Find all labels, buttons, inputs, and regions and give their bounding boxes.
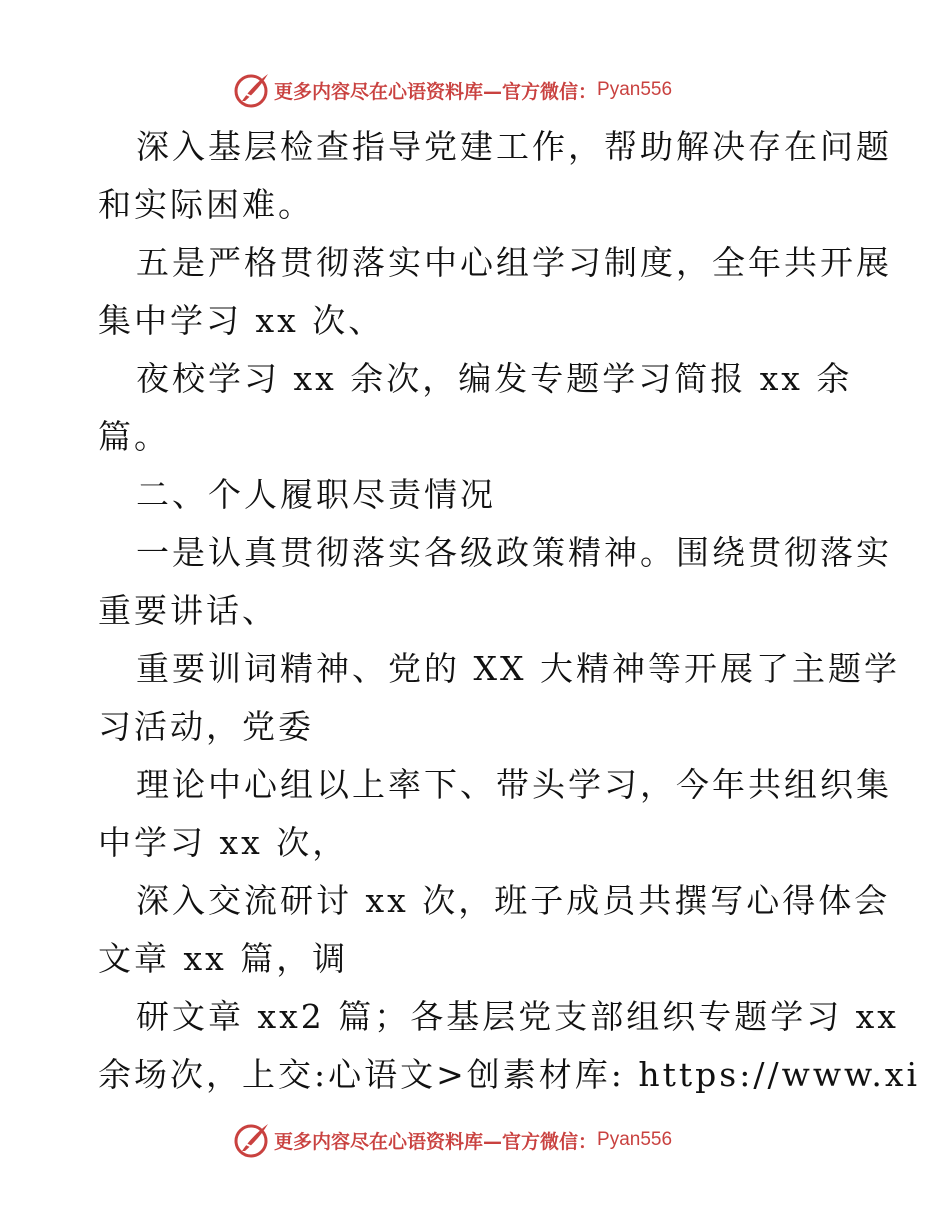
text-line: 深入交流研讨 xx 次，班子成员共撰写心得体会 (136, 881, 891, 920)
footer-watermark-banner (232, 1120, 712, 1160)
text-line: 研文章 xx2 篇；各基层党支部组织专题学习 xx (136, 997, 899, 1036)
text-line: 重要训词精神、党的 XX 大精神等开展了主题学 (136, 649, 900, 688)
banner-text: 更多内容尽在心语资料库—官方微信： (274, 80, 598, 103)
banner-wechat-id: Pyan556 (597, 1129, 673, 1150)
banner-wechat-id: Pyan556 (597, 79, 673, 100)
banner-text: 更多内容尽在心语资料库—官方微信： (274, 1130, 598, 1153)
text-line: 夜校学习 xx 余次，编发专题学习简报 xx 余 (136, 359, 853, 398)
text-line: 深入基层检查指导党建工作，帮助解决存在问题 (136, 127, 892, 166)
text-line: 五是严格贯彻落实中心组学习制度，全年共开展 (136, 243, 892, 282)
text-line: 理论中心组以上率下、带头学习，今年共组织集 (136, 765, 892, 804)
quill-logo-icon (232, 1120, 272, 1160)
text-line: 集中学习 xx 次、 (98, 301, 385, 340)
text-line: 文章 xx 篇，调 (98, 939, 349, 978)
section-heading: 二、个人履职尽责情况 (136, 475, 496, 514)
text-line: 余场次，上交:心语文>创素材库: https://www.xi (98, 1055, 921, 1094)
text-line: 中学习 xx 次， (98, 823, 349, 862)
header-watermark-banner (232, 70, 712, 110)
text-line: 习活动，党委 (98, 707, 314, 746)
quill-logo-icon (232, 70, 272, 110)
text-line: 一是认真贯彻落实各级政策精神。围绕贯彻落实 (136, 533, 892, 572)
text-line: 篇。 (98, 417, 170, 456)
text-line: 和实际困难。 (98, 185, 314, 224)
text-line: 重要讲话、 (98, 591, 278, 630)
document-body (98, 118, 921, 1104)
